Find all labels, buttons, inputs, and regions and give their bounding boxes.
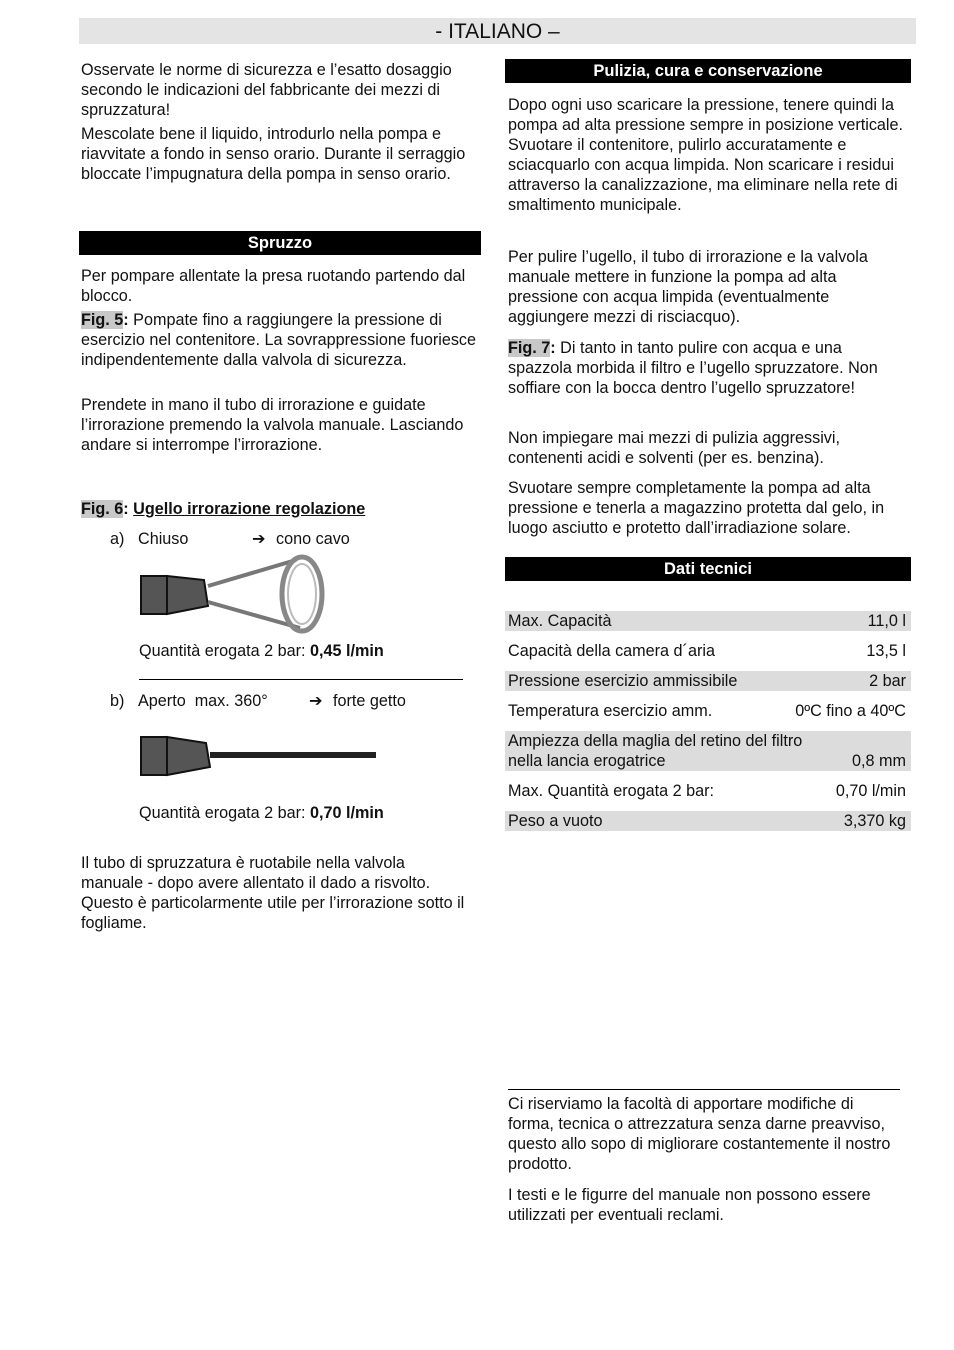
fig7-text: Di tanto in tanto pulire con acqua e una spazzola morbida il filtro e l’ugello spruzzatore. Non soffiare con la bocca dentro l’ugello spruzzatore! [508, 339, 878, 397]
intro-paragraph-1: Osservate le norme di sicurezza e l’esatto dosaggio secondo le indicazioni del fabbricante dei mezzi di spruzzatura! [81, 61, 452, 119]
option-a-label: Chiuso [138, 530, 189, 548]
option-b-flow-value: 0,70 l/min [309, 804, 384, 822]
spec-label: Peso a vuoto [508, 812, 603, 830]
spec-value: 2 bar [869, 672, 906, 690]
fig6-heading: Fig. 6: Ugello irrorazione regolazione [81, 500, 366, 518]
spec-row [505, 811, 911, 831]
spec-row [505, 641, 911, 661]
spec-label: Temperatura esercizio amm. [508, 702, 713, 720]
option-a-flow-label: Quantità erogata 2 bar: [139, 642, 310, 660]
arrow-right-icon: ➔ [252, 530, 266, 548]
spec-label: Max. Quantità erogata 2 bar: [508, 782, 715, 800]
arrow-right-icon: ➔ [309, 692, 323, 710]
spec-value: 0,70 l/min [835, 782, 906, 800]
divider [508, 1089, 900, 1090]
fig5-label: Fig. 5 [81, 311, 124, 329]
cleaning-paragraph-2: Per pulire l’ugello, il tubo di irrorazione e la valvola manuale mettere in funzione la pompa ad alta pressione con acqua limpida (eventualmente aggiungere mezzi di risciacquo). [508, 248, 868, 326]
spec-value: 3,370 kg [843, 812, 906, 830]
intro-paragraph-2: Mescolate bene il liquido, introdurlo nella pompa e riavvitate a fondo in senso orario. Durante il serraggio bloccate l’impugnatura della pompa in senso orario. [81, 125, 466, 183]
fig5-text: Pompate fino a raggiungere la pressione di esercizio nel contenitore. La sovrappressione fuoriesce indipendentemente dalla valvola di sicurezza. [81, 311, 477, 369]
fig5-paragraph: Fig. 5: Pompate fino a raggiungere la pressione di esercizio nel contenitore. La sovrappressione fuoriesce indipendentemente dalla valvola di sicurezza. [81, 311, 477, 369]
cleaning-paragraph-4: Non impiegare mai mezzi di pulizia aggressivi, contenenti acidi e solventi (per es. benzina). [508, 429, 840, 467]
cleaning-heading: Pulizia, cura e conservazione [505, 59, 911, 83]
spec-value: 0,8 mm [852, 752, 906, 770]
option-a-flow-value: 0,45 l/min [309, 642, 384, 660]
cleaning-paragraph-1: Dopo ogni uso scaricare la pressione, tenere quindi la pompa ad alta pressione sempre in posizione verticale. Svuotare il contenitore, pulirlo accuratamente e sciacquarlo con acqua limpida. Non scaricare i residui attraverso la canalizzazione, ma eliminare nella rete di smaltimento municipale. [508, 96, 904, 214]
spec-value: 0ºC fino a 40ºC [795, 702, 906, 720]
jet-nozzle-icon [138, 733, 380, 781]
spec-label: Max. Capacità [508, 612, 612, 630]
hollow-cone-nozzle-icon [138, 554, 330, 634]
option-b-result: forte getto [333, 692, 406, 710]
option-a-result: cono cavo [276, 530, 350, 548]
spec-row [505, 671, 911, 691]
option-b-flow [139, 803, 469, 823]
option-a-letter: a) [110, 530, 125, 548]
spray-paragraph-3: Prendete in mano il tubo di irrorazione e guidate l’irrorazione premendo la valvola manuale. Lasciando andare si interrompe l’irrorazione. [81, 396, 464, 454]
tech-heading: Dati tecnici [505, 557, 911, 581]
spec-value: 11,0 l [867, 612, 906, 630]
spec-row [505, 701, 911, 721]
spec-label: Ampiezza della maglia del retino del filtro nella lancia erogatrice [508, 732, 803, 770]
cleaning-paragraph-5: Svuotare sempre completamente la pompa ad alta pressione e tenerla a magazzino protetta dal gelo, in luogo asciutto e protetto dall’irradiazione solare. [508, 479, 885, 537]
closing-paragraph: Il tubo di spruzzatura è ruotabile nella valvola manuale - dopo avere allentato il dado a risvolto. Questo è particolarmente utile per l’irrorazione sotto il fogliame. [81, 854, 465, 932]
footnote-paragraph-2: I testi e le figurre del manuale non possono essere utilizzati per eventuali reclami. [508, 1186, 871, 1224]
spray-heading: Spruzzo [79, 231, 481, 255]
option-a-flow [139, 641, 469, 661]
footnote-paragraph-1: Ci riserviamo la facoltà di apportare modifiche di forma, tecnica o attrezzatura senza darne preavviso, questo allo sopo di migliorare costantemente il nostro prodotto. [508, 1095, 891, 1173]
spray-paragraph-1: Per pompare allentate la presa ruotando partendo dal blocco. [81, 267, 466, 305]
option-b-flow-label: Quantità erogata 2 bar: [139, 804, 310, 822]
language-title: - ITALIANO – [79, 18, 916, 44]
fig7-label: Fig. 7 [508, 339, 551, 357]
fig6-title: Ugello irrorazione regolazione [133, 500, 366, 518]
spec-label: Pressione esercizio ammissibile [508, 672, 738, 690]
fig7-paragraph: Fig. 7: Di tanto in tanto pulire con acqua e una spazzola morbida il filtro e l’ugello spruzzatore. Non soffiare con la bocca dentro l’ugello spruzzatore! [508, 339, 878, 397]
option-b-label: Aperto max. 360° [138, 692, 268, 710]
fig6-label: Fig. 6 [81, 500, 124, 518]
spec-row [505, 611, 911, 631]
spec-row [505, 781, 911, 801]
spec-value: 13,5 l [866, 642, 906, 660]
option-b-letter: b) [110, 692, 125, 710]
spec-row [505, 731, 911, 771]
spec-label: Capacità della camera d´aria [508, 642, 715, 660]
divider [139, 679, 463, 680]
